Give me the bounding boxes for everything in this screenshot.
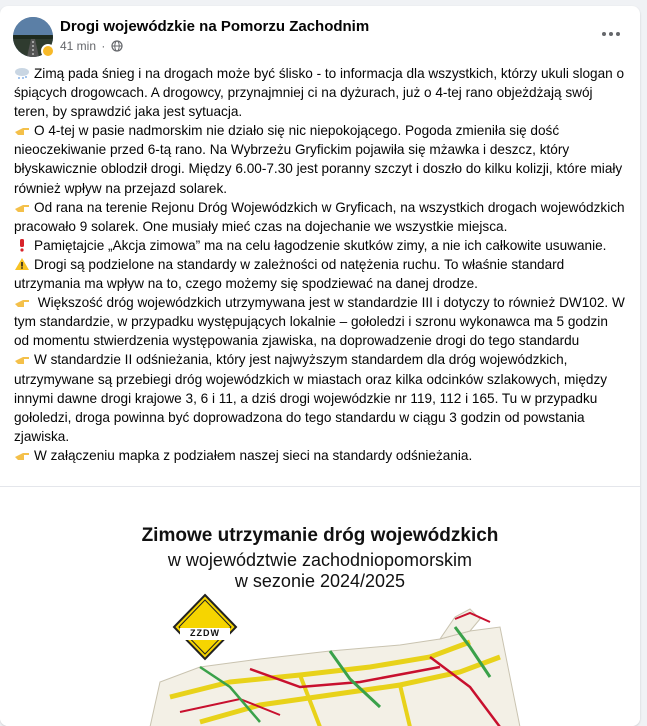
post-paragraph bbox=[14, 198, 626, 236]
pointing-hand-icon bbox=[14, 448, 30, 462]
post-paragraph bbox=[14, 64, 626, 121]
pointing-hand-icon bbox=[14, 295, 30, 309]
exclamation-icon bbox=[14, 238, 30, 252]
pointing-hand-icon bbox=[14, 200, 30, 214]
post-paragraph bbox=[14, 350, 626, 445]
paragraph-text: Drogi są podzielone na standardy w zależności od natężenia ruchu. To właśnie standard utrzymania ma wpływ na to, czego możemy się spodziewać na danej drodze. bbox=[14, 256, 565, 292]
post-header bbox=[0, 6, 640, 54]
paragraph-text: Pamiętajcie „Akcja zimowa” ma na celu łagodzenie skutków zimy, a nie ich całkowite usuwanie. bbox=[34, 237, 607, 253]
pointing-hand-icon bbox=[14, 123, 30, 137]
post-paragraph bbox=[14, 236, 626, 255]
paragraph-text: Od rana na terenie Rejonu Dróg Wojewódzkich w Gryficach, na wszystkich drogach wojewódzkich pracowało 9 solarek. One musiały mieć czas na dojechanie we wszystkie miejsca. bbox=[14, 199, 625, 234]
logo-text: ZZDW bbox=[180, 628, 230, 640]
warning-icon bbox=[14, 257, 30, 271]
paragraph-text: W załączeniu mapka z podziałem naszej sieci na standardy odśnieżania. bbox=[34, 447, 473, 463]
post-paragraph bbox=[14, 121, 626, 197]
post-paragraph bbox=[14, 293, 626, 350]
meta-separator: · bbox=[101, 39, 106, 53]
post-time[interactable]: 41 min bbox=[60, 39, 97, 53]
road-map bbox=[0, 587, 640, 726]
badge-icon bbox=[41, 44, 55, 58]
post-paragraph bbox=[14, 446, 626, 465]
paragraph-text: W standardzie II odśnieżania, który jest najwyższym standardem dla dróg wojewódzkich, utrzymywane są przebiegi dróg wojewódzkich w miastach oraz kilka odcinków szlakowych, między innymi dawne drogi krajowe 3, 6 i 11, a dziś drogi wojewódzkie nr 119, 112 i 165. Tu w przypadku gołoledzi, droga powinna być doprowadzona do tego standardu w ciągu 3 godzin od powstania zjawiska. bbox=[14, 352, 608, 444]
post-text bbox=[14, 64, 626, 465]
map-title: Zimowe utrzymanie dróg wojewódzkich bbox=[141, 525, 499, 546]
post-paragraph bbox=[14, 255, 626, 293]
more-options-icon[interactable] bbox=[598, 24, 624, 44]
paragraph-text: O 4-tej w pasie nadmorskim nie działo się nic niepokojącego. Pogoda zmieniła się dość nieoczekiwanie przed 6-tą rano. Na Wybrzeżu Gryfickim pojawiła się mżawka i deszcz, który błyskawicznie oblodził drogi. Między 6.00-7.30 jest poranny szczyt i doszło do kilku kolizji, które miały również wpływ na przejazd solarek. bbox=[14, 123, 623, 196]
zzdw-logo bbox=[172, 593, 238, 661]
paragraph-text: Zimą pada śnieg i na drogach może być ślisko - to informacja dla wszystkich, którzy ukuli slogan o śpiących drogowcach. A drogowcy, przynajmniej ci na dyżurach, już o 4-tej rano objeżdżają swój teren, by sprawdzić jaka jest sytuacja. bbox=[14, 66, 625, 120]
post-card bbox=[0, 6, 640, 726]
pointing-hand-icon bbox=[14, 352, 30, 366]
map-subtitle: w województwie zachodniopomorskim bbox=[167, 550, 473, 570]
snow-cloud-icon bbox=[14, 66, 30, 80]
page-name[interactable]: Drogi wojewódzkie na Pomorzu Zachodnim bbox=[60, 18, 370, 35]
post-meta bbox=[60, 39, 123, 53]
map-season: w sezonie 2024/2025 bbox=[234, 571, 406, 591]
attached-map-image[interactable] bbox=[0, 487, 640, 726]
paragraph-text: Większość dróg wojewódzkich utrzymywana jest w standardzie III i dotyczy to również DW102. W tym standardzie, w przypadku występujących lokalnie – gołoledzi i szronu wykonawca ma 5 godzin od momentu stwierdzenia występowania zjawiska, na doprowadzenie drogi do tego standardu bbox=[14, 295, 625, 349]
globe-icon bbox=[111, 40, 123, 52]
